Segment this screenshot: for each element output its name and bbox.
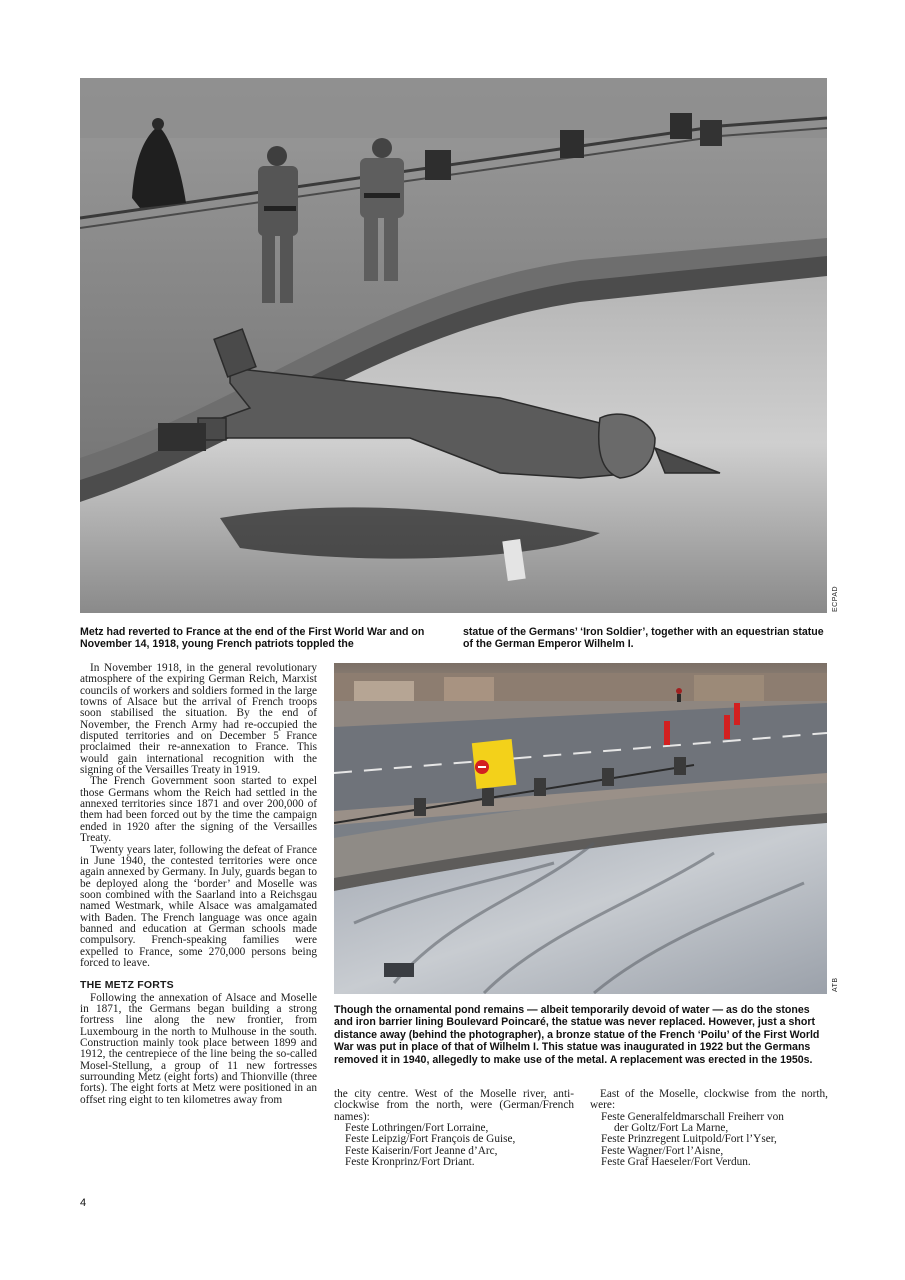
photo-modern-pond <box>334 663 827 994</box>
article-paragraph: Twenty years later, following the defeat of France in June 1940, the contested territories were once again annexed by Germany. In July, guards began to be deployed along the ‘border’ and Moselle was soon combined with the Saarland into a Reichsgau named Westmark, while Alsace was amalgamated with Baden. The French language was once again banned and education at German schools made compulsory. French-speaking families were expelled to France, some 270,000 persons being forced to leave. <box>80 843 317 969</box>
east-fort-item-continued: der Goltz/Fort La Marne, <box>614 1122 729 1135</box>
west-fort-item: Feste Lothringen/Fort Lorraine, <box>345 1122 489 1135</box>
caption-top-left: Metz had reverted to France at the end of the First World War and on November 14, 1918, young French patriots toppled the <box>80 626 425 651</box>
west-fort-item: Feste Kaiserin/Fort Jeanne d’Arc, <box>345 1144 498 1157</box>
east-forts-intro: East of the Moselle, clockwise from the north, were: <box>590 1088 828 1112</box>
article-paragraph: The French Government soon started to expel those Germans whom the Reich had settled in the annexed territories since 1871 and over 200,000 of them had been forced out by the time the campaign ended in 1920 after the signing of the Versailles Treaty. <box>80 775 317 845</box>
photo-modern-pond-drawing <box>334 663 827 994</box>
article-paragraph: In November 1918, in the general revolutionary atmosphere of the expiring German Reich, Marxist councils of workers and soldiers formed in the large towns of Alsace but the arrival of French troops soon stabilised the situation. By the end of November, the French Army had re-occupied the disputed territories and on December 5 France proclaimed their re-annexation to France. This would gain international recognition with the signing of the Versailles Treaty in 1919. <box>80 662 317 777</box>
east-fort-item: Feste Graf Haeseler/Fort Verdun. <box>601 1156 751 1169</box>
article-paragraph-forts: Following the annexation of Alsace and Moselle in 1871, the Germans began building a strong fortress line along the new frontier, from Luxembourg in the north to Mulhouse in the south. Construction mainly took place between 1899 and 1912, the centrepiece of the line being the so-called Mosel-Stellung, a group of 11 new fortresses surrounding Metz (eight forts) and Thionville (three forts). The eight forts at Metz were positioned in an offset ring eight to ten kilometres away from <box>80 991 317 1106</box>
caption-top-right: statue of the Germans’ ‘Iron Soldier’, together with an equestrian statue of the German Emperor Wilhelm I. <box>463 626 824 651</box>
photo-toppled-statue <box>80 78 827 613</box>
page-number: 4 <box>80 1197 87 1209</box>
east-fort-item: Feste Wagner/Fort l’Aisne, <box>601 1144 724 1157</box>
photo-toppled-statue-drawing <box>80 78 827 613</box>
article-column-left <box>80 663 317 1106</box>
west-forts-intro: the city centre. West of the Moselle river, anti-clockwise from the north, were (German/French names): <box>334 1088 574 1123</box>
article-column-right <box>590 1089 828 1168</box>
article-column-middle <box>334 1089 574 1168</box>
west-fort-item: Feste Kronprinz/Fort Driant. <box>345 1156 475 1169</box>
photo-credit-bottom: ATB <box>832 977 839 992</box>
east-fort-item: Feste Prinzregent Luitpold/Fort l’Yser, <box>601 1133 777 1146</box>
photo-credit-top: ECPAD <box>832 585 839 612</box>
caption-bottom: Though the ornamental pond remains — albeit temporarily devoid of water — as do the stones and iron barrier lining Boulevard Poincaré, the statue was never replaced. However, just a short distance away (behind the photographer), a bronze statue of the French ‘Poilu’ of the First World War was put in place of that of Wilhelm I. This statue was inaugurated in 1922 but the Germans removed it in 1940, allegedly to make use of the metal. A replacement was erected in the 1950s. <box>334 1004 820 1066</box>
west-fort-item: Feste Leipzig/Fort François de Guise, <box>345 1133 516 1146</box>
east-fort-item: Feste Generalfeldmarschall Freiherr von <box>601 1110 784 1123</box>
section-heading: THE METZ FORTS <box>80 979 174 992</box>
